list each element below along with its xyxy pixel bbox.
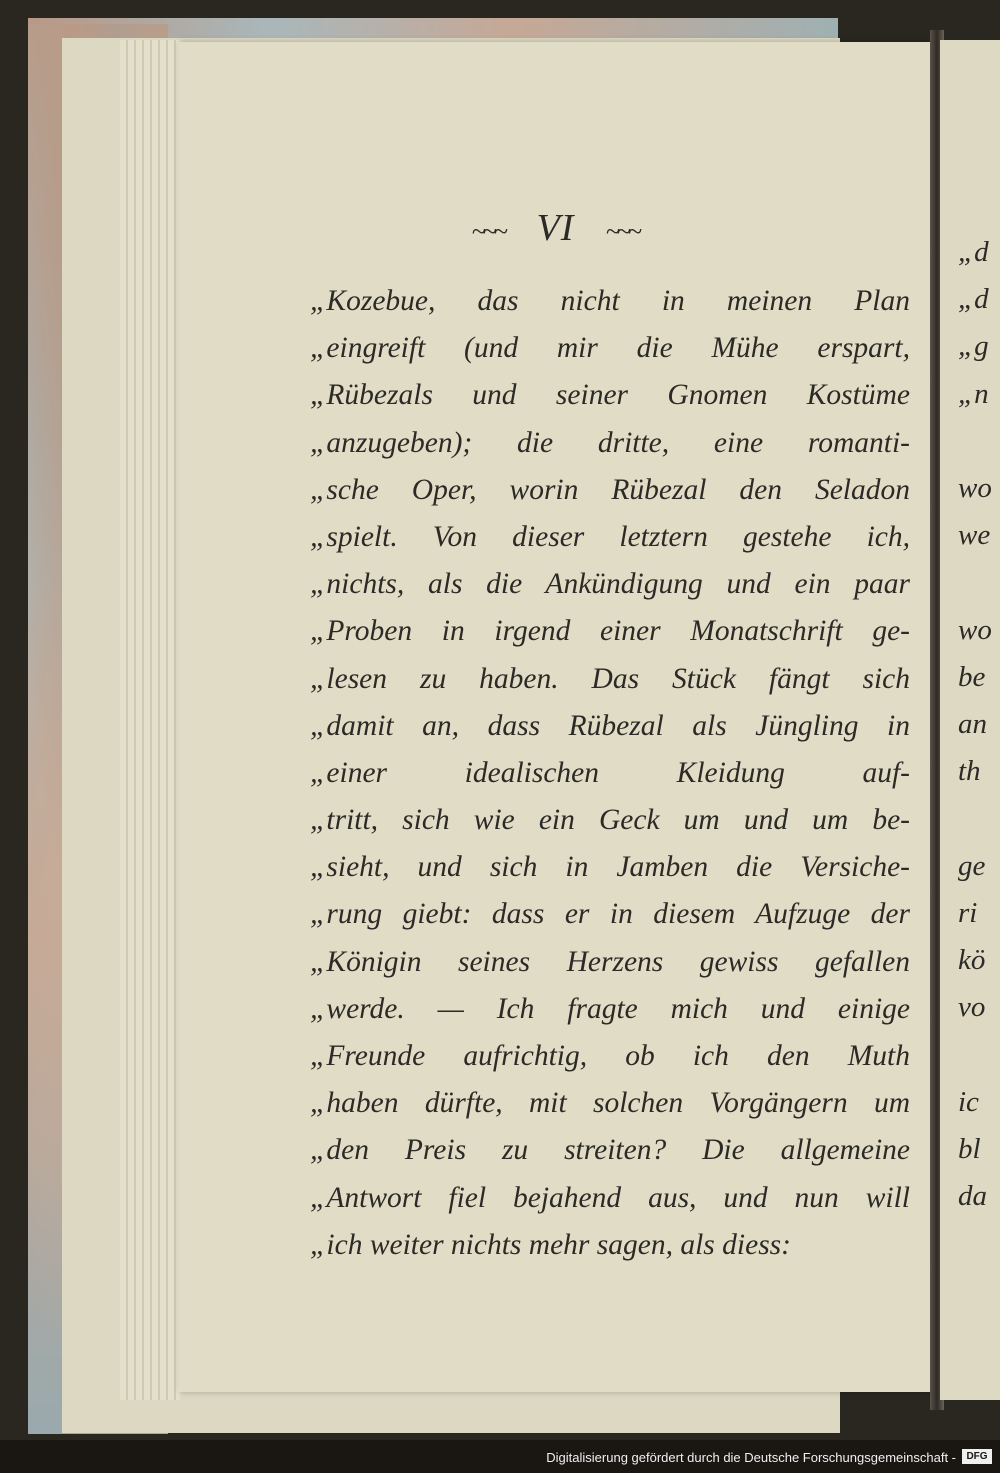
- page-edges: [120, 40, 180, 1400]
- text-line: „damit an, dass Rübezal als Jüngling in: [310, 709, 910, 742]
- page-header: [178, 206, 933, 250]
- facing-fragment: vo: [958, 991, 986, 1024]
- page-numeral: VI: [536, 207, 575, 249]
- text-line: „werde. — Ich fragte mich und einige: [310, 992, 910, 1025]
- text-line: „Kozebue, das nicht in meinen Plan: [310, 285, 910, 317]
- facing-fragment: wo: [958, 613, 992, 646]
- facing-fragment: „n: [958, 377, 989, 410]
- text-line: „Proben in irgend einer Monatschrift ge-: [310, 615, 910, 648]
- text-line: „sieht, und sich in Jamben die Versiche-: [310, 851, 910, 884]
- text-line: „den Preis zu streiten? Die allgemeine: [310, 1134, 910, 1167]
- facing-fragment: kö: [958, 944, 986, 976]
- text-line: „einer idealischen Kleidung auf-: [310, 756, 910, 789]
- text-line: „Königin seines Herzens gewiss gefallen: [310, 945, 910, 978]
- text-line: „sche Oper, worin Rübezal den Seladon: [310, 473, 910, 506]
- dfg-logo: DFG: [962, 1449, 992, 1464]
- book-page: [178, 42, 933, 1392]
- text-line: „Freunde aufrichtig, ob ich den Muth: [310, 1040, 910, 1072]
- facing-fragment: th: [958, 755, 981, 788]
- footer-bar: [0, 1440, 1000, 1473]
- ornament-right: ~~~: [605, 217, 640, 246]
- text-line: „spielt. Von dieser letztern gestehe ich,: [310, 520, 910, 553]
- facing-page: [940, 40, 1000, 1400]
- text-line: „anzugeben); die dritte, eine romanti-: [310, 426, 910, 459]
- facing-fragment: ri: [958, 896, 978, 929]
- text-line: „haben dürfte, mit solchen Vorgängern um: [310, 1087, 910, 1120]
- text-line: „ich weiter nichts mehr sagen, als diess:: [310, 1228, 791, 1261]
- text-line: „Antwort fiel bejahend aus, und nun will: [310, 1181, 910, 1214]
- facing-fragment: ic: [958, 1085, 979, 1118]
- facing-fragment: da: [958, 1180, 987, 1212]
- facing-fragment: bl: [958, 1132, 981, 1165]
- text-line: „eingreift (und mir die Mühe erspart,: [310, 332, 910, 365]
- body-text: [310, 278, 910, 1269]
- facing-fragment: „g: [958, 330, 989, 363]
- text-line: „rung giebt: dass er in diesem Aufzuge der: [310, 898, 910, 931]
- facing-fragment: an: [958, 708, 987, 740]
- text-line: „nichts, als die Ankündigung und ein paar: [310, 568, 910, 601]
- facing-fragment: wo: [958, 472, 992, 504]
- facing-fragment: „d: [958, 283, 989, 316]
- funding-credit: Digitalisierung gefördert durch die Deutsche Forschungsgemeinschaft -: [546, 1450, 956, 1465]
- text-line: „Rübezals und seiner Gnomen Kostüme: [310, 379, 910, 412]
- text-line: „tritt, sich wie ein Geck um und um be-: [310, 804, 910, 837]
- facing-fragment: we: [958, 519, 991, 552]
- facing-fragment: be: [958, 660, 986, 693]
- ornament-left: ~~~: [471, 217, 506, 246]
- text-line: „lesen zu haben. Das Stück fängt sich: [310, 662, 910, 695]
- facing-fragment: ge: [958, 849, 986, 882]
- facing-fragment: „d: [958, 236, 989, 268]
